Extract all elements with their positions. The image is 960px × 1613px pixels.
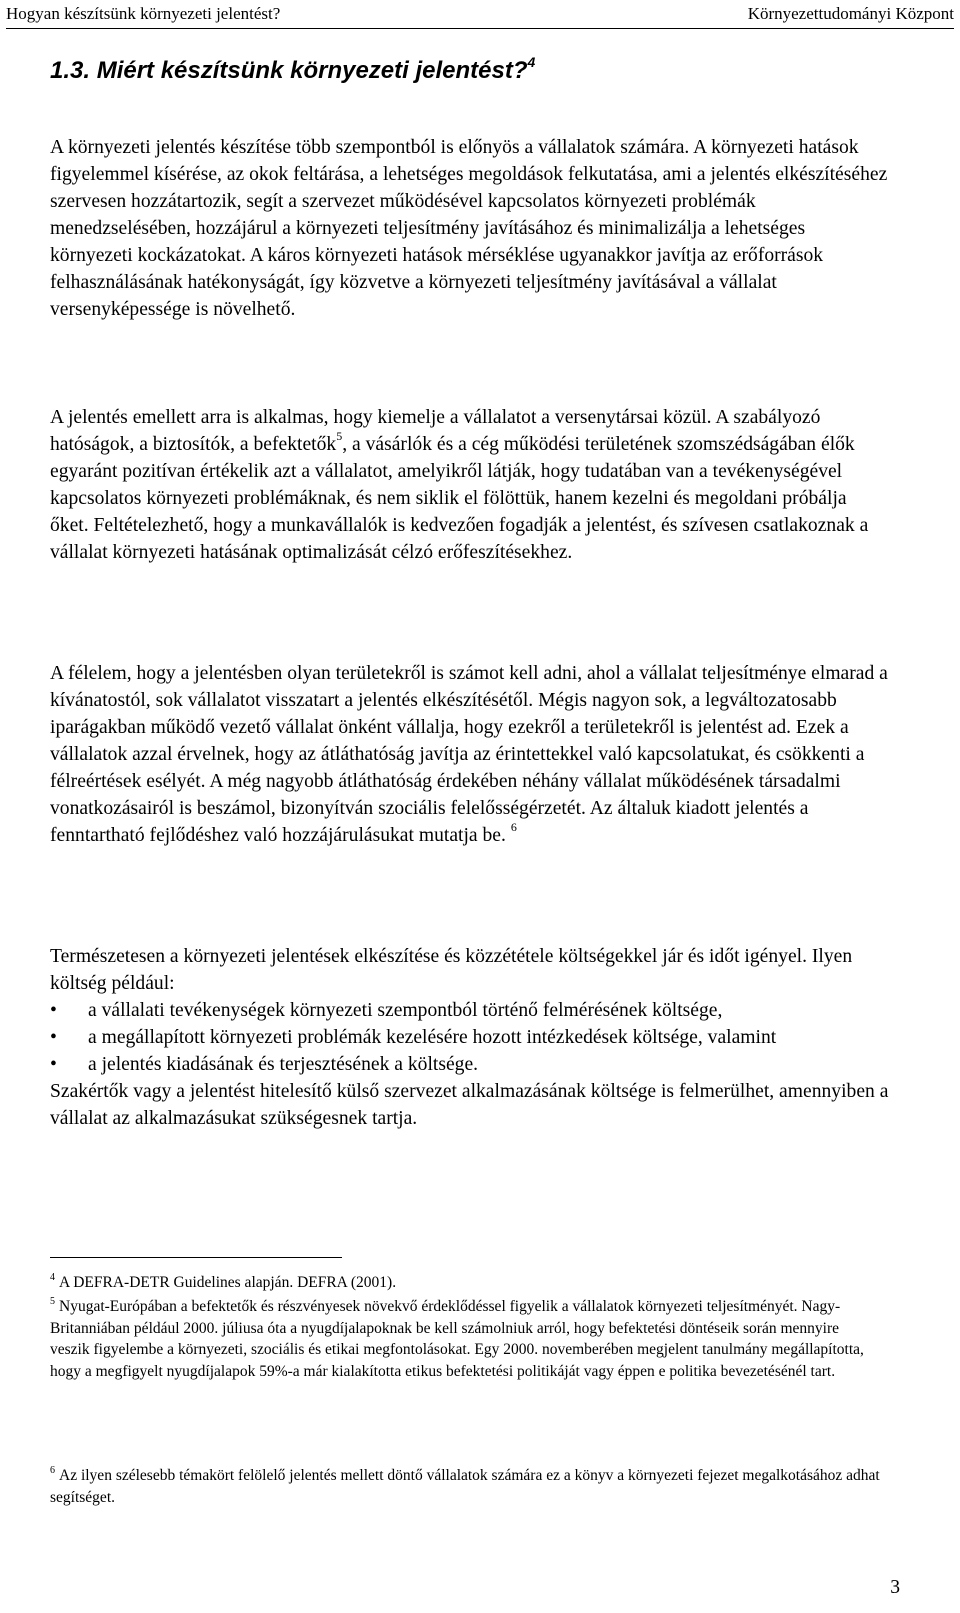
footnote-6 bbox=[50, 1465, 880, 1508]
footnote-5 bbox=[50, 1296, 880, 1382]
paragraph-1-text: A környezeti jelentés készítése több szempontból is előnyös a vállalatok számára. A környezeti hatások figyelemmel kísérése, az okok feltárása, a lehetséges megoldások felkutatása, ami a jelentés elkészítéséhez szervesen hozzátartozik, segít a szervezet működésével kapcsolatos környezeti problémák menedzselésében, hozzájárul a környezeti teljesítmény javításához és minimalizálja a lehetséges környezeti kockázatokat. A káros környezeti hatások mérséklése ugyanakkor javítja az erőforrások felhasználásának hatékonyságát, így közvetve a környezeti teljesítmény javításával a vállalat versenyképessége is növelhető. bbox=[50, 137, 888, 320]
section-heading-text: 1.3. Miért készítsünk környezeti jelentést? bbox=[50, 57, 528, 84]
paragraph-4 bbox=[50, 943, 890, 1132]
paragraph-2-text bbox=[50, 404, 890, 566]
header-title: Hogyan készítsünk környezeti jelentést? bbox=[6, 4, 281, 23]
list-item bbox=[50, 1024, 890, 1051]
footnote-4-text: A DEFRA-DETR Guidelines alapján. DEFRA (2001). bbox=[59, 1274, 397, 1291]
footnote-5-text: Nyugat-Európában a befektetők és részvényesek növekvő érdeklődéssel figyelik a vállalatok környezeti teljesítményét. Nagy-Britanniában például 2000. júliusa óta a nyugdíjalapoknak be kell számolniuk arról, hogy befektetési döntéseik során mennyire veszik figyelembe a környezeti, szociális és etikai megfontolásokat. Egy 2000. novemberében megjelent tanulmány megállapította, hogy a megfigyelt nyugdíjalapok 59%-a már kialakította etikus befektetési politikáját vagy éppen e politika bevezetésénél tart. bbox=[50, 1298, 864, 1380]
list-item-text: a jelentés kiadásának és terjesztésének a költsége. bbox=[88, 1054, 479, 1075]
paragraph-1 bbox=[50, 134, 890, 323]
paragraph-2-part-a: A jelentés emellett arra is alkalmas, hogy kiemelje a vállalatot a versenytársai közül. A szabályozó hatóságok, a biztosítók, a befektetők bbox=[50, 407, 821, 455]
paragraph-3-part-a: A félelem, hogy a jelentésben olyan területekről is számot kell adni, ahol a vállalat teljesítménye elmarad a kívánatostól, sok vállalatot visszatart a jelentés elkészítésétől. Mégis nagyon sok, a legváltozatosabb iparágakban működő vezető vállalat önként vállalja, hogy ezekről a területekről is jelentést ad. Ezek a vállalatok azzal érvelnek, hogy az átláthatóság javítja az érintettekkel való kapcsolatukat, és csökkenti a félreértések esélyét. A még nagyobb átláthatóság érdekében néhány vállalat működésének társadalmi vonatkozásairól is beszámol, bizonyítván szociális felelősségérzetét. Az általuk kiadott jelentés a fenntartható fejlődéshez való hozzájárulásukat mutatja be. bbox=[50, 663, 888, 846]
page-number: 3 bbox=[890, 1577, 900, 1598]
paragraph-3-text bbox=[50, 660, 890, 849]
bullet-icon: • bbox=[50, 1054, 57, 1075]
paragraph-3 bbox=[50, 660, 890, 849]
running-header bbox=[6, 4, 954, 29]
footnote-ref-6[interactable]: 6 bbox=[510, 820, 517, 835]
footnote-6-text: Az ilyen szélesebb témakört felölelő jelentés mellett döntő vállalatok számára ez a könyv a környezeti fejezet megalkotásához adhat segítséget. bbox=[50, 1467, 880, 1506]
paragraph-2 bbox=[50, 404, 890, 566]
footnote-separator bbox=[50, 1257, 342, 1258]
bullet-icon: • bbox=[50, 1000, 57, 1021]
footnote-4 bbox=[50, 1272, 880, 1294]
cost-list bbox=[50, 997, 890, 1078]
list-item bbox=[50, 997, 890, 1024]
paragraph-4-outro: Szakértők vagy a jelentést hitelesítő külső szervezet alkalmazásának költsége is felmerülhet, amennyiben a vállalat az alkalmazásukat szükségesnek tartja. bbox=[50, 1081, 889, 1129]
section-heading bbox=[50, 56, 535, 85]
header-organization: Környezettudományi Központ bbox=[747, 4, 954, 23]
paragraph-4-intro: Természetesen a környezeti jelentések elkészítése és közzététele költségekkel jár és időt igényel. Ilyen költség például: bbox=[50, 946, 853, 994]
footnote-ref-4[interactable]: 4 bbox=[527, 54, 536, 70]
footnote-5-number: 5 bbox=[50, 1295, 55, 1307]
bullet-icon: • bbox=[50, 1027, 57, 1048]
footnote-6-number: 6 bbox=[50, 1464, 55, 1476]
list-item-text: a vállalati tevékenységek környezeti szempontból történő felmérésének költsége, bbox=[88, 1000, 723, 1021]
footnote-ref-5[interactable]: 5 bbox=[336, 429, 343, 444]
paragraph-2-part-b: , a vásárlók és a cég működési területének szomszédságában élők egyaránt pozitívan értékelik azt a vállalatot, amelyikről látják, hogy tudatában van a tevékenységével kapcsolatos környezeti problémáknak, és nem siklik el fölöttük, hanem kezelni és megoldani próbálja őket. Feltételezhető, hogy a munkavállalók is kedvezően fogadják a jelentést, és szívesen csatlakoznak a vállalat környezeti hatásának optimalizását célzó erőfeszítésekhez. bbox=[50, 434, 869, 563]
footnote-4-number: 4 bbox=[50, 1271, 55, 1283]
list-item-text: a megállapított környezeti problémák kezelésére hozott intézkedések költsége, valamint bbox=[88, 1027, 777, 1048]
list-item bbox=[50, 1051, 890, 1078]
